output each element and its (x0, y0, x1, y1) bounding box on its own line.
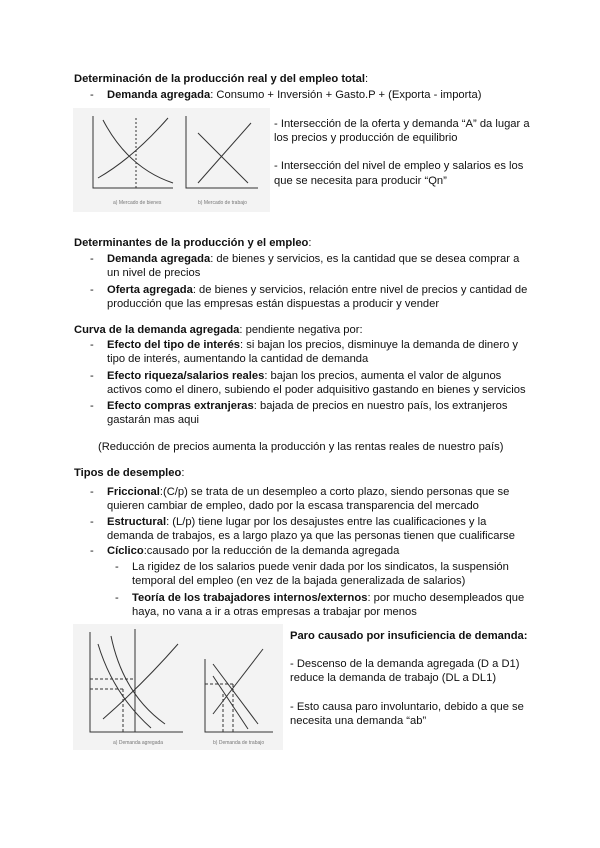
text: : Consumo + Inversión + Gasto.P + (Exporta - importa) (210, 89, 482, 102)
note: (Reducción de precios aumenta la producción y las rentas reales de nuestro país) (98, 441, 504, 454)
text: : de bienes y servicios, es la cantidad que se desea comprar a un nivel de precios (107, 253, 520, 280)
svg-text:b) Mercado de trabajo: b) Mercado de trabajo (198, 200, 247, 206)
svg-text:a) Demanda agregada: a) Demanda agregada (113, 740, 164, 746)
text: La rigidez de los salarios puede venir dada por los sindicatos, la suspensión temporal del empleo (en vez de la bajada generalizada de salarios) (132, 561, 509, 588)
term: Estructural (107, 515, 167, 528)
note: - Intersección de la oferta y demanda “A” da lugar a los precios y producción de equilibrio (274, 118, 530, 145)
svg-text:b) Demanda de trabajo: b) Demanda de trabajo (213, 740, 265, 746)
term: Efecto del tipo de interés (107, 339, 241, 352)
text: :causado por la reducción de la demanda agregada (143, 545, 400, 558)
text: : por mucho desempleados que haya, no vana a ir a otras empresas a trabajar por menos (132, 591, 525, 618)
term: Oferta agregada (107, 283, 193, 296)
text: : si bajan los precios, disminuye la demanda de dinero y tipo de interés, aumentando la cantidad de demanda (107, 339, 519, 366)
term: Friccional (107, 486, 160, 499)
section-demand-curve (74, 323, 534, 455)
term: Efecto compras extranjeras (107, 400, 254, 413)
heading: Determinantes de la producción y el empleo (74, 237, 309, 249)
heading: Tipos de desempleo (74, 467, 182, 479)
note: - Descenso de la demanda agregada (D a D1) reduce la demanda de trabajo (DL a DL1) (290, 658, 520, 685)
note: - Intersección del nivel de empleo y salarios es los que se necesita para producir “Qn” (274, 160, 524, 187)
term: Demanda agregada (107, 253, 211, 266)
term: Demanda agregada (107, 89, 211, 102)
term: Cíclico (107, 545, 144, 558)
text: :(C/p) se trata de un desempleo a corto plazo, siendo personas que se quieren cambiar de empleo, dado por la escasa transparencia del mercado (107, 486, 510, 513)
sub-bullet (41, 560, 534, 588)
supply-demand-graphs-image (73, 108, 270, 212)
text: : (L/p) tiene lugar por los desajustes entre las cualificaciones y la demanda de trabajos, es a largo plazo ya que las personas tienen que cualificarse (107, 515, 515, 542)
text: : de bienes y servicios, relación entre nivel de precios y cantidad de producción que las empresas están dispuestas a producir y vender (107, 283, 528, 310)
text: : bajan los precios, aumenta el valor de algunos activos como el dinero, subiendo el poder adquisitivo gastando en bienes y servicios (107, 369, 526, 396)
term: Teoría de los trabajadores internos/externos (132, 591, 368, 604)
svg-text:a) Mercado de bienes: a) Mercado de bienes (113, 200, 162, 206)
section1-notes (274, 117, 534, 188)
text: : pendiente negativa por: (239, 324, 363, 336)
heading: Paro causado por insuficiencia de demanda: (290, 630, 528, 642)
section5-notes (290, 629, 535, 728)
term: Efecto riqueza/salarios reales (107, 369, 265, 382)
text: : bajada de precios en nuestro país, los extranjeros gastarán mas aqui (107, 400, 508, 427)
section-production: Determinación de la producción real y del empleo total: - Demanda agregada: Consumo + Inversión + Gasto.P + (Exporta - importa) (74, 72, 534, 102)
heading: Determinación de la producción real y del empleo total (74, 73, 365, 85)
demand-shortfall-graphs-image (73, 624, 283, 750)
section-determinants: Determinantes de la producción y el empleo: - Demanda agregada: de bienes y servicios, es la cantidad que se desea comprar a un nivel de precios - Oferta agregada: de bienes y servicios, relación entre nivel de precios y cantidad de producción que las empresas están dispuestas a producir y vender (74, 236, 534, 311)
heading: Curva de la demanda agregada (74, 324, 240, 336)
sub-bullet (41, 591, 534, 619)
note: - Esto causa paro involuntario, debido a que se necesita una demanda “ab” (290, 700, 524, 727)
section-unemployment: Tipos de desempleo: - Friccional:(C/p) se trata de un desempleo a corto plazo, siendo personas que se quieren cambiar de empleo, dado por la escasa transparencia del mercado - Estructural: (L/p) tiene lugar por los desajustes entre las cualificaciones y la demanda de trabajos, es a largo plazo ya que las personas tienen que cualificarse - Cíclico:causado por la reducción de la demanda agregada - La rigidez de los salarios puede venir dada por los sindicatos, la suspensión temporal del empleo (en vez de la bajada generalizada de salarios) - Teoría de los trabajadores internos/externos: por mucho desempleados que haya, no vana a ir a otras empresas a trabajar por menos (74, 466, 534, 619)
